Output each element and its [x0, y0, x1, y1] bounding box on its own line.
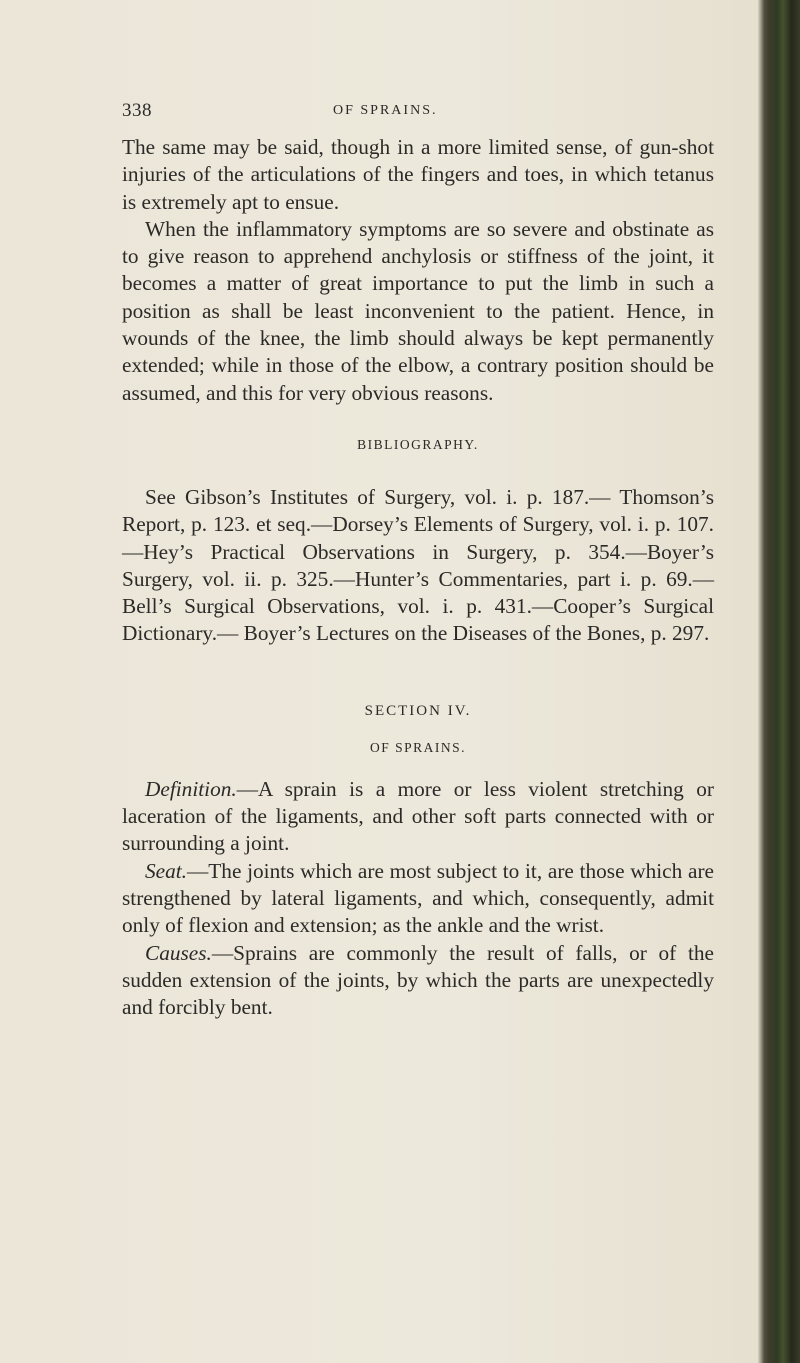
definition-text: —A sprain is a more or less violent stretching or laceration of the ligaments, and other soft parts connected with or surrounding a joint. — [122, 776, 714, 856]
paragraph-inflammatory: When the inflammatory symptoms are so severe and obstinate as to give reason to apprehend anchylosis or stiffness of the joint, it becomes a matter of great importance to put the limb in such a position as shall be least inconvenient to the patient. Hence, in wounds of the knee, the limb should always be kept permanently extended; while in those of the elbow, a contrary position should be assumed, and this for very obvious reasons. — [122, 216, 714, 405]
definition-paragraph — [122, 776, 714, 858]
section-title: OF SPRAINS. — [369, 739, 467, 755]
bibliography-heading: BIBLIOGRAPHY. — [357, 436, 479, 452]
causes-text: —Sprains are commonly the result of falls, or of the sudden extension of the joints, by which the parts are unexpectedly and forcibly bent. — [122, 940, 714, 1020]
causes-label: Causes. — [145, 940, 212, 965]
book-binding-edge — [758, 0, 800, 1363]
seat-text: —The joints which are most subject to it, are those which are strengthened by lateral ligaments, and which, consequently, admit only of flexion and extension; as the ankle and the wrist. — [122, 858, 714, 938]
causes-paragraph — [122, 940, 714, 1022]
definition-label: Definition. — [145, 776, 237, 801]
seat-label: Seat. — [145, 858, 187, 883]
page-number: 338 — [122, 100, 152, 121]
seat-paragraph — [122, 858, 714, 940]
paragraph-gunshot: The same may be said, though in a more limited sense, of gun-shot injuries of the articulations of the fingers and toes, in which tetanus is extremely apt to ensue. — [122, 135, 714, 214]
section-number: SECTION IV. — [364, 702, 472, 719]
running-head — [122, 100, 722, 126]
running-title: OF SPRAINS. — [333, 103, 438, 118]
text-block — [122, 134, 714, 1021]
bibliography-text: See Gibson’s Institutes of Surgery, vol. i. p. 187.— Thomson’s Report, p. 123. et seq.—Dorsey’s Elements of Surgery, vol. i. p. 107.—Hey’s Practical Observations in Surgery, p. 354.—Boyer’s Surgery, vol. ii. p. 325.—Hunter’s Commentaries, part i. p. 69.—Bell’s Surgical Observations, vol. i. p. 431.—Cooper’s Surgical Dictionary.— Boyer’s Lectures on the Diseases of the Bones, p. 297. — [122, 484, 714, 646]
